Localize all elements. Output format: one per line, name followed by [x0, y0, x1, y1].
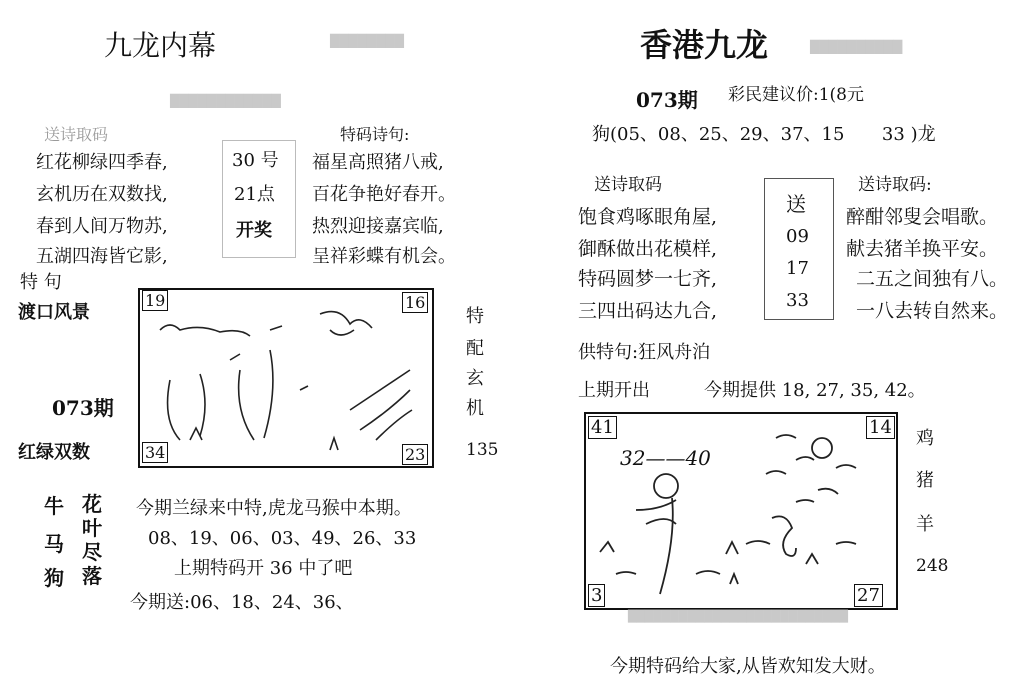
right-gong-te: 供特句:狂风舟泊	[578, 342, 711, 363]
left-line-1: 今期兰绿来中特,虎龙马猴中本期。	[136, 498, 412, 519]
left-te-pei-2: 配	[466, 338, 484, 359]
left-issue: 073期	[52, 396, 114, 420]
right-poem-left-2: 御酥做出花模样,	[578, 238, 718, 260]
left-te-pei-4: 机	[466, 398, 484, 419]
right-side-2: 猪	[916, 470, 934, 491]
right-poem-right-4: 一八去转自然来。	[856, 300, 1009, 322]
right-picture-tr: 14	[866, 416, 895, 439]
right-side-1: 鸡	[916, 428, 934, 449]
left-poem-left-2: 玄机历在双数找,	[36, 184, 168, 205]
right-title: 香港九龙	[640, 26, 769, 64]
right-picture-bl: 3	[588, 584, 605, 607]
right-this-issue: 今期提供 18, 27, 35, 42。	[704, 380, 926, 401]
right-faint-subtitle: ██████████	[810, 40, 903, 54]
right-dog-line	[592, 120, 936, 146]
left-poem-left-1: 红花柳绿四季春,	[36, 152, 168, 173]
left-poem-right-4: 呈祥彩蝶有机会。	[312, 246, 456, 267]
right-poem-left-4: 三四出码达九合,	[578, 300, 718, 322]
right-poem-left-1: 饱食鸡啄眼角屋,	[578, 206, 718, 228]
right-center-3: 17	[786, 258, 809, 279]
right-poem-right-1: 醉酣邻叟会唱歌。	[846, 206, 999, 228]
left-picture-tl: 19	[142, 290, 168, 311]
left-poem-left-3: 春到人间万物苏,	[36, 216, 168, 237]
left-te-pei-1: 特	[466, 306, 484, 327]
right-center-1: 送	[786, 192, 806, 216]
right-picture-br: 27	[854, 584, 883, 607]
right-issue: 073期	[636, 88, 698, 112]
right-dog-prefix: 狗(05、08、25、29、37、15	[592, 124, 845, 145]
left-hua-4: 落	[82, 564, 102, 588]
right-price: 彩民建议价:1(8元	[728, 85, 864, 105]
right-dog-num: 33	[881, 124, 905, 145]
right-poem-right-3: 二五之间独有八。	[856, 268, 1009, 290]
left-te-ju: 特 句	[20, 272, 62, 293]
left-picture-br: 23	[402, 444, 428, 465]
right-last-issue: 上期开出	[578, 380, 650, 401]
left-poem-right-2: 百花争艳好春开。	[312, 184, 456, 205]
left-hua-1: 花	[82, 492, 102, 516]
left-center-1: 30 号	[232, 150, 279, 171]
left-hong-lv: 红绿双数	[18, 442, 90, 463]
left-poem-right-1: 福星高照猪八戒,	[312, 152, 444, 173]
left-hua-3: 尽	[82, 540, 102, 564]
left-poem-left-header: 送诗取码	[44, 125, 109, 144]
left-line-3: 上期特码开 36 中了吧	[174, 558, 353, 579]
left-faint-subtitle: ████████	[330, 34, 404, 48]
right-faint-caption: ██████████████████████████	[628, 610, 848, 623]
left-animal-3: 狗	[44, 566, 64, 590]
right-footer: 今期特码给大家,从皆欢知发大财。	[610, 656, 886, 677]
left-animal-2: 马	[44, 532, 64, 556]
right-poem-left-header: 送诗取码	[594, 175, 662, 195]
right-picture-drawing	[586, 414, 892, 604]
right-dog-suffix: )龙	[910, 124, 936, 145]
left-poem-right-header: 特码诗句:	[340, 125, 410, 144]
right-picture-tl: 41	[588, 416, 617, 439]
right-center-4: 33	[786, 290, 809, 311]
right-poem-right-header: 送诗取码:	[858, 175, 932, 195]
left-animal-1: 牛	[44, 494, 64, 518]
left-picture-drawing	[140, 290, 430, 464]
right-poem-left-3: 特码圆梦一七齐,	[578, 268, 718, 290]
left-center-2: 21点	[234, 184, 275, 205]
left-picture-tr: 16	[402, 292, 428, 313]
right-side-4: 248	[916, 556, 949, 576]
left-title: 九龙内幕	[104, 29, 217, 62]
left-center-3: 开奖	[236, 220, 272, 241]
left-du-kou: 渡口风景	[18, 302, 90, 323]
left-picture-bl: 34	[142, 442, 168, 463]
right-center-2: 09	[786, 226, 809, 247]
right-side-3: 羊	[916, 514, 934, 535]
left-line-2: 08、19、06、03、49、26、33	[148, 528, 417, 549]
right-picture-scribble: 32——40	[620, 446, 711, 470]
right-poem-right-2: 献去猪羊换平安。	[846, 238, 999, 260]
left-faint-line: ████████████	[170, 94, 281, 108]
left-num-135: 135	[466, 440, 499, 460]
left-poem-left-4: 五湖四海皆它影,	[36, 246, 168, 267]
left-line-4: 今期送:06、18、24、36、	[130, 592, 354, 613]
left-hua-2: 叶	[82, 516, 102, 540]
left-poem-right-3: 热烈迎接嘉宾临,	[312, 216, 444, 237]
left-te-pei-3: 玄	[466, 368, 484, 389]
